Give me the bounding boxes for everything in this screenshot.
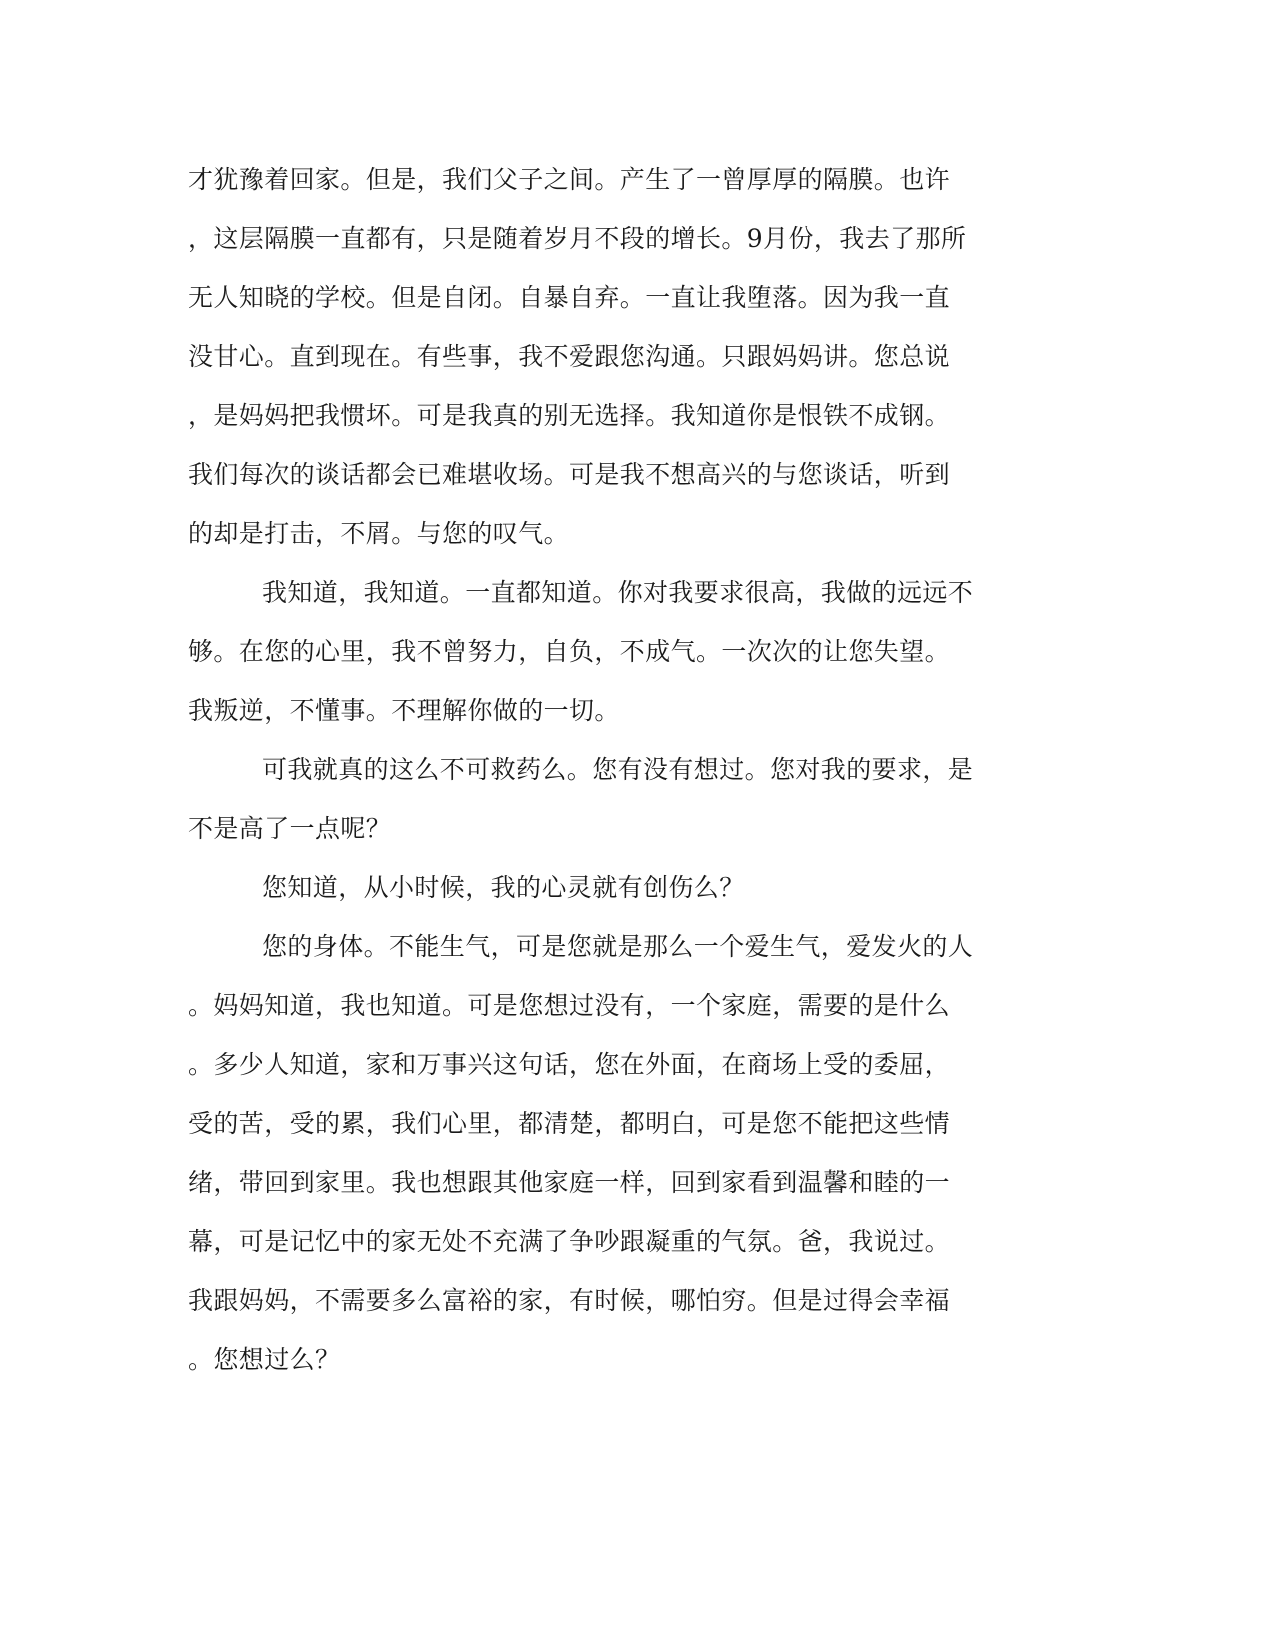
paragraph-first-line: 您的身体。不能生气，可是您就是那么一个爱生气，爱发火的人 bbox=[262, 932, 974, 961]
text-line: 不是高了一点呢？ bbox=[188, 814, 392, 843]
text-line: 。多少人知道，家和万事兴这句话，您在外面，在商场上受的委屈， bbox=[188, 1050, 951, 1079]
text-line: 我们每次的谈话都会已难堪收场。可是我不想高兴的与您谈话，听到 bbox=[188, 460, 951, 489]
text-line: ，是妈妈把我惯坏。可是我真的别无选择。我知道你是恨铁不成钢。 bbox=[188, 401, 951, 430]
text-line: 够。在您的心里，我不曾努力，自负，不成气。一次次的让您失望。 bbox=[188, 637, 951, 666]
text-line: ，这层隔膜一直都有，只是随着岁月不段的增长。9月份，我去了那所 bbox=[188, 224, 967, 253]
paragraph-first-line: 我知道，我知道。一直都知道。你对我要求很高，我做的远远不 bbox=[262, 578, 974, 607]
text-line: 才犹豫着回家。但是，我们父子之间。产生了一曾厚厚的隔膜。也许 bbox=[188, 165, 951, 194]
text-line: 幕，可是记忆中的家无处不充满了争吵跟凝重的气氛。爸，我说过。 bbox=[188, 1227, 951, 1256]
text-line: 。您想过么？ bbox=[188, 1345, 341, 1374]
text-line: 。妈妈知道，我也知道。可是您想过没有，一个家庭，需要的是什么 bbox=[188, 991, 951, 1020]
text-line: 没甘心。直到现在。有些事，我不爱跟您沟通。只跟妈妈讲。您总说 bbox=[188, 342, 951, 371]
text-line: 我叛逆，不懂事。不理解你做的一切。 bbox=[188, 696, 620, 725]
text-line: 的却是打击，不屑。与您的叹气。 bbox=[188, 519, 570, 548]
text-line: 受的苦，受的累，我们心里，都清楚，都明白，可是您不能把这些情 bbox=[188, 1109, 951, 1138]
paragraph-first-line: 可我就真的这么不可救药么。您有没有想过。您对我的要求，是 bbox=[262, 755, 974, 784]
text-line: 我跟妈妈，不需要多么富裕的家，有时候，哪怕穷。但是过得会幸福 bbox=[188, 1286, 951, 1315]
text-line: 绪，带回到家里。我也想跟其他家庭一样，回到家看到温馨和睦的一 bbox=[188, 1168, 951, 1197]
paragraph-first-line: 您知道，从小时候，我的心灵就有创伤么？ bbox=[262, 873, 745, 902]
text-line: 无人知晓的学校。但是自闭。自暴自弃。一直让我堕落。因为我一直 bbox=[188, 283, 951, 312]
